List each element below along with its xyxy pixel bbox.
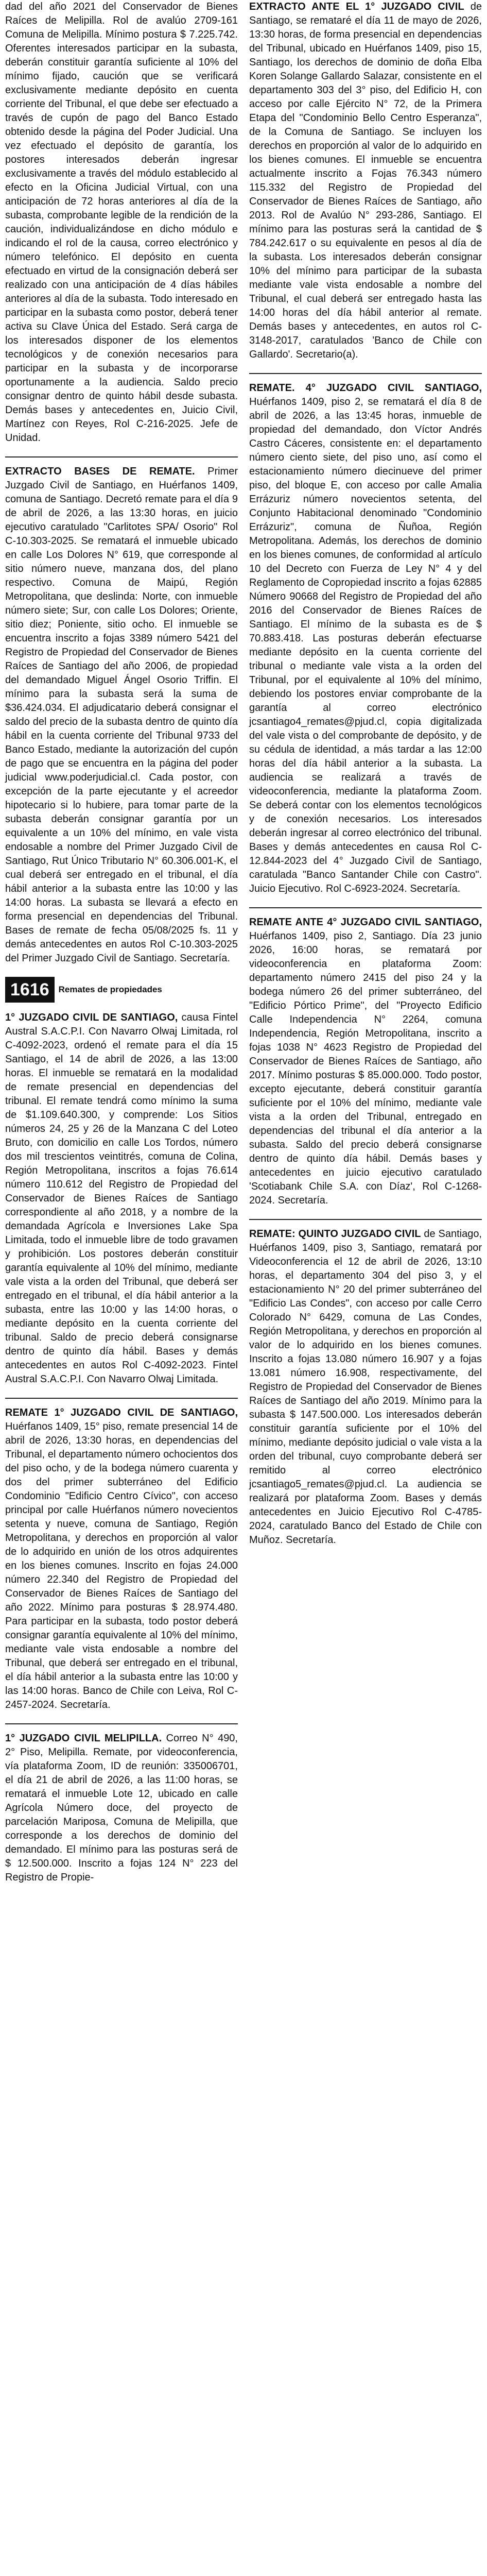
notice-1-juzgado-civil-santiago: [5, 1011, 238, 1386]
notice-extracto-bases-remate: [5, 465, 238, 965]
notice-heading: 1° JUZGADO CIVIL DE SANTIAGO,: [5, 1012, 178, 1023]
left-column: [5, 0, 238, 1896]
notice-heading: REMATE: QUINTO JUZGADO CIVIL: [249, 1228, 421, 1240]
notice-1-juzgado-melipilla: [5, 1732, 238, 1885]
notice-heading: REMATE 1° JUZGADO CIVIL DE SANTIAGO,: [5, 1407, 238, 1418]
section-number: 1616: [5, 977, 55, 1003]
notice-remate-ante-4-juzgado: [249, 916, 482, 1208]
notice-heading: EXTRACTO BASES DE REMATE.: [5, 466, 195, 477]
notice-heading: REMATE. 4° JUZGADO CIVIL SANTIAGO,: [249, 382, 482, 394]
notice-heading: 1° JUZGADO CIVIL MELIPILLA.: [5, 1733, 162, 1744]
divider: [5, 456, 238, 457]
notice-body: de Santiago, Huérfanos 1409, piso 3, Santiago, rematará por Videoconferencia el 12 de abril de 2026, 13:10 horas, el departamento 304 del piso 3, y el estacionamiento N° 20 del primer subterráneo del "Edificio Las Condes", con acceso por calle Cerro Colorado N° 6429, comuna de Las Condes, Región Metropolitana, y derechos en proporción al valor de lo adquirido en los bienes comunes. Inscrito a fojas 13.080 número 16.907 y a fojas 13.081 número 16.908, respectivamente, del Registro de Propiedad del Conservador de Bienes Raíces de Santiago del año 2019. Mínimo para la subasta $ 147.500.000. Los interesados deberán constituir garantía suficiente por el 10% del mínimo, mediante depósito judicial o vale vista a la orden del tribunal, cuyo comprobante deberá ser remitido al correo electrónico jcsantiago5_remates@pjud.cl. La audiencia se realizará por plataforma Zoom. Bases y demás antecedentes en Juicio Ejecutivo Rol C-4785-2024, caratulado Banco del Estado de Chile con Muñoz. Secretaría.: [249, 1228, 482, 1546]
notice-body: causa Fintel Austral S.A.C.P.I. Con Navarro Olwaj Limitada, rol C-4092-2023, ordenó el remate para el día 15 Santiago, el 14 de abril de 2026, a las 13:00 horas. El inmueble se rematará en la modalidad de remate presencial en dependencias del tribunal. El remate tendrá como mínimo la suma de $1.109.640.300, y comprende: Los Sitios números 24, 25 y 26 de la Manzana C del Loteo Bruto, con domicilio en calle Los Tordos, número dos mil trescientos veintitrés, comuna de Colina, Región Metropolitana, inscritos a fojas 76.614 número 110.612 del Registro de Propiedad del Conservador de Bienes Raíces de Santiago correspondiente al año 2018, y a nombre de la demandada Agrícola e Inversiones Lake Spa Limitada, todo el inmueble libre de todo gravamen y prohibición. Los postores deberán constituir garantía equivalente al 10% del mínimo, mediante vale vista a la orden del Tribunal, que deberá ser entregado en el tribunal, el día hábil anterior a la subasta, entre las 10:00 y las 14:00 horas, o mediante depósito en la cuenta corriente del tribunal. Saldo de precio deberá consignarse dentro de quinto día hábil. Bases y demás antecedentes en autos Rol C-4092-2023. Fintel Austral S.A.C.P.I. Con Navarro Olwaj Limitada.: [5, 1012, 238, 1385]
notice-body: de Santiago, se remataré el día 11 de mayo de 2026, 13:30 horas, de forma presencial en dependencias del Tribunal, ubicado en Huérfanos 1409, piso 15, Santiago, los derechos de dominio de doña Elba Koren Solange Gallardo Salazar, consistente en el departamento 303 del 3° piso, del Edificio H, con acceso por calle Ejército N° 72, de la Primera Etapa del "Condominio Bello Centro Esperanza", de la Comuna de Santiago. Se incluyen los derechos en proporción al valor de lo adquirido en los bienes comunes. El inmueble se encuentra actualmente inscrito a Fojas 76.343 número 115.332 del Registro de Propiedad del Conservador de Bienes Raíces de Santiago, año 2013. Rol de Avalúo N° 293-286, Santiago. El mínimo para las posturas será la cantidad de $ 784.242.617 o su equivalente en pesos al día de la subasta. Los interesados deberán consignar 10% del mínimo para participar de la subasta mediante vale vista endosable a nombre del Tribunal, el cual deberá ser entregado hasta las 14:00 horas del día hábil anterior al remate. Demás bases y antecedentes, en autos rol C-3148-2017, caratulados 'Banco de Chile con Gallardo'. Secretario(a).: [249, 1, 482, 360]
notice-body: Primer Juzgado Civil de Santiago, en Huérfanos 1409, comuna de Santiago. Decretó remate para el día 9 de abril de 2026, a las 13:30 horas, en juicio ejecutivo caratulado "Carlitotes SPA/ Osorio" Rol C-10.303-2025. Se rematará el inmueble ubicado en calle Los Dolores N° 619, que corresponde al sitio número nueve, manzana dos, del plano respectivo. Comuna de Maipú, Región Metropolitana, que deslinda: Norte, con inmueble número siete; Sur, con calle Los Dolores; Oriente, sitio diez; Poniente, sitio ocho. El inmueble se encuentra inscrito a fojas 3389 número 5421 del Registro de Propiedad del Conservador de Bienes Raíces de Santiago del año 2006, de propiedad del demandado Miguel Ángel Osorio Triffin. El mínimo para la subasta será la suma de $36.424.034. El adjudicatario deberá consignar el saldo del precio de la subasta dentro de quinto día hábil en la cuenta corriente del Tribunal 9733 del Banco Estado, mediante la autorización del cupón de pago que se encuentra en la página del poder judicial www.poderjudicial.cl. Cada postor, con excepción de la parte ejecutante y el acreedor hipotecario si lo hubiere, para tomar parte de la subasta deberán consignar garantía por un equivalente a un 10% del mínimo, en vale vista endosable a nombre del Primer Juzgado Civil de Santiago, Rut Único Tributario N° 60.306.001-K, el cual deberá ser entregado en el tribunal, el día hábil anterior a la subasta entre las 10:00 y las 14:00 horas. La subasta se llevará a efecto en forma presencial en dependencias del Tribunal. Bases de remate de fecha 05/08/2025 fs. 11 y demás antecedentes en autos Rol C-10.303-2025 del Primer Juzgado Civil de Santiago. Secretaría.: [5, 466, 238, 964]
right-column: [249, 0, 482, 1558]
notice-body: Huérfanos 1409, piso 2, se rematará el día 8 de abril de 2026, a las 13:45 horas, inmueble de propiedad del demandado, don Víctor Andrés Castro Cáceres, consistente en: el departamento número ciento siete, del piso uno, así como el estacionamiento número diecinueve del primer piso, del bloque E, con acceso por calle Amalia Errázuriz número novecientos setenta, del Conjunto Habitacional denominado "Condominio Errázuriz", comuna de Ñuñoa, Región Metropolitana. Además, los derechos de dominio en los bienes comunes, de conformidad al artículo 10 del Decreto con Fuerza de Ley N° 4 y del Reglamento de Copropiedad inscrito a fojas 62885 Número 90668 del Registro de Propiedad del año 2016 del Conservador de Bienes Raíces de Santiago. El mínimo de la subasta es de $ 70.883.418. Las posturas deberán efectuarse mediante depósito en la cuenta corriente del tribunal o mediante vale vista a la orden del Tribunal, por el equivalente al 10% del mínimo, debiendo los postores enviar comprobante de la garantía al correo electrónico jcsantiago4_remates@pjud.cl, copia digitalizada del vale vista o del comprobante de depósito, y de su cédula de identidad, a más tardar a las 12:00 horas del día hábil anterior a la subasta. La audiencia se realizará a través de videoconferencia, mediante la plataforma Zoom. Se deberá contar con los elementos tecnológicos y de conexión necesarios. Los interesados deberán ingresar al correo electrónico del tribunal. Bases y demás antecedentes en causa Rol C-12.844-2023 del 4° Juzgado Civil de Santiago, caratulada "Banco Santander Chile con Castro". Juicio Ejecutivo. Rol C-6923-2024. Secretaría.: [249, 396, 482, 894]
notice-body: Huérfanos 1409, piso 2, Santiago. Día 23 junio 2026, 16:00 horas, se rematará por videoconferencia en plataforma Zoom: departamento número 2415 del piso 24 y la bodega número 26 del primer subterráneo, del "Edificio Pórtico Prime", del "Proyecto Edificio Calle Independencia N° 2264, comuna Independencia, Región Metropolitana, inscrito a fojas 1038 N° 4623 Registro de Propiedad del Conservador de Bienes Raíces de Santiago, año 2017. Mínimo posturas $ 85.000.000. Todo postor, excepto ejecutante, deberá constituir garantía suficiente por el 10% del mínimo, mediante vale vista a la orden del Tribunal, entregado en dependencias del tribunal el día anterior a la subasta. Saldo del precio deberá consignarse dentro de quinto día hábil. Demás bases y antecedentes en juicio ejecutivo caratulado 'Scotiabank Chile S.A. con Díaz', Rol C-1268-2024. Secretaría.: [249, 930, 482, 1206]
divider: [249, 1219, 482, 1220]
notice-body: dad del año 2021 del Conservador de Bienes Raíces de Melipilla. Rol de avalúo 2709-161 Comuna de Melipilla. Mínimo postura $ 7.225.742. Oferentes interesados participar en la subasta, deberán constituir garantía suficiente al 10% del mínimo fijado, caución que se verificará exclusivamente mediante depósito en cuenta corriente del Tribunal, el que debe ser efectuado a través de cupón de pago del Banco Estado obtenido desde la página del Poder Judicial. Una vez efectuado el depósito de garantía, los postores interesados deberán ingresar exclusivamente a través del módulo establecido al efecto en la Oficina Judicial Virtual, con una anticipación de 72 horas anteriores al día de la subasta, comprobante legible de la rendición de la caución, individualizándose en dicho módulo e indicando el rol de la causa, correo electrónico y número telefónico. El depósito en cuenta efectuado en virtud de la consignación deberá ser realizado con una anticipación de 4 días hábiles anteriores al día de la subasta. Todo interesado en participar en la subasta como postor, deberá tener activa su Clave Única del Estado. Será carga de los interesados disponer de los elementos tecnológicos y de conexión necesarios para participar en la subasta y de incorporarse oportunamente a la audiencia. Saldo precio consignar dentro de quinto hábil desde subasta. Demás bases y antecedentes en, Juicio Civil, Martínez con Reyes, Rol C-216-2025. Jefe de Unidad.: [5, 1, 238, 444]
divider: [249, 373, 482, 374]
section-header-remates: [5, 977, 238, 1003]
notice-body: Correo N° 490, 2° Piso, Melipilla. Remate, por videoconferencia, vía plataforma Zoom, ID de reunión: 335006701, el día 21 de abril de 2026, a las 11:00 horas, se rematará el inmueble Lote 12, ubicado en calle Agrícola Número doce, del proyecto de parcelación Mariposa, Comuna de Melipilla, que corresponde a los derechos de dominio del demandado. El mínimo para las posturas será de $ 12.500.000. Inscrito a fojas 124 N° 223 del Registro de Propie-: [5, 1733, 238, 1883]
divider: [5, 1723, 238, 1724]
notice-top-continuation: [5, 0, 238, 445]
divider: [5, 1398, 238, 1399]
notice-body: Huérfanos 1409, 15° piso, remate presencial 14 de abril de 2026, 13:30 horas, en dependencias del Tribunal, el departamento número ochocientos dos del piso ocho, y de la bodega número cuarenta y dos del primer subterráneo del Edificio Condominio "Edificio Centro Cívico", con acceso principal por calle Huérfanos número novecientos setenta y nueve, comuna de Santiago, Región Metropolitana, y derechos en proporción al valor de lo adquirido en unión de los otros adquirentes en los bienes comunes. Inscrito en fojas 24.000 número 22.340 del Registro de Propiedad del Conservador de Bienes Raíces de Santiago del año 2022. Mínimo para posturas $ 28.974.480. Para participar en la subasta, todo postor deberá consignar garantía equivalente al 10% del mínimo, mediante vale vista endosable a nombre del Tribunal, que deberá ser entregado en el tribunal, el día hábil anterior a la subasta entre las 10:00 y las 14:00 horas. Banco de Chile con Leiva, Rol C-2457-2024. Secretaría.: [5, 1421, 238, 1710]
notice-heading: REMATE ANTE 4° JUZGADO CIVIL SANTIAGO,: [249, 917, 482, 928]
notice-extracto-1-juzgado: [249, 0, 482, 362]
notice-quinto-juzgado: [249, 1227, 482, 1547]
divider: [249, 907, 482, 908]
notice-remate-4-juzgado: [249, 381, 482, 896]
notice-heading: EXTRACTO ANTE EL 1° JUZGADO CIVIL: [249, 1, 464, 12]
section-label: Remates de propiedades: [58, 985, 162, 994]
notice-remate-1-juzgado: [5, 1406, 238, 1712]
